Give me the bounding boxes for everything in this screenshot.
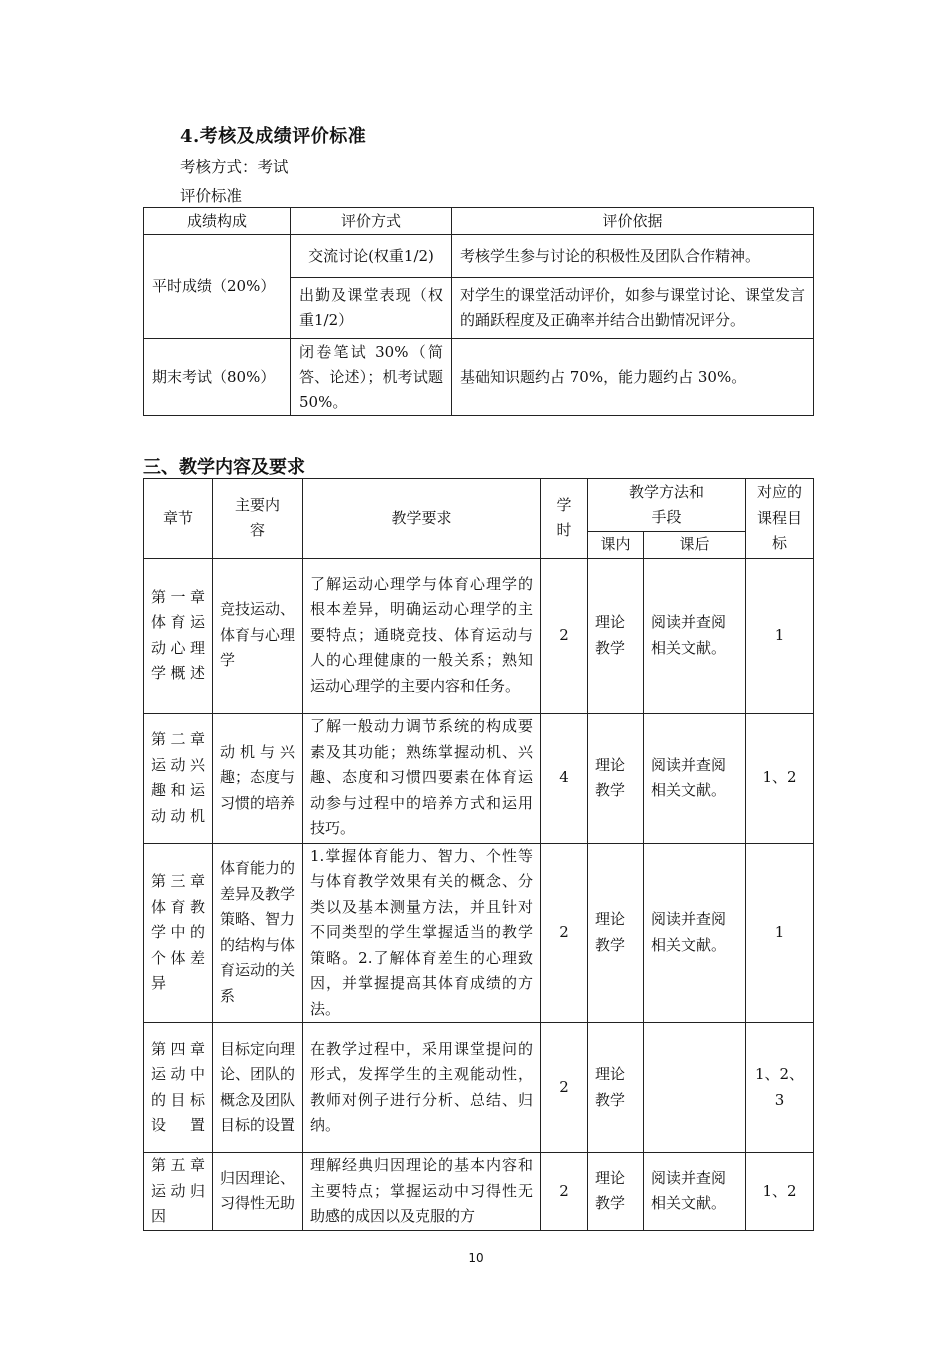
chapter-cell: 第二章运动兴趣和运动动机 bbox=[144, 713, 213, 843]
in-class-cell: 理论教学 bbox=[588, 558, 644, 713]
criteria-label: 评价标准 bbox=[180, 187, 243, 205]
basis-final: 基础知识题约占 70%，能力题约占 30%。 bbox=[452, 339, 814, 416]
after-class-cell: 阅读并查阅相关文献。 bbox=[644, 558, 746, 713]
goal-cell: 1 bbox=[746, 558, 814, 713]
main-content-cell: 目标定向理论、团队的概念及团队目标的设置 bbox=[213, 1023, 303, 1153]
hours-cell: 4 bbox=[541, 713, 588, 843]
header-component: 成绩构成 bbox=[144, 208, 291, 235]
header-hours: 学时 bbox=[541, 479, 588, 559]
in-class-cell: 理论教学 bbox=[588, 843, 644, 1023]
main-content-cell: 体育能力的差异及教学策略、智力的结构与体育运动的关系 bbox=[213, 843, 303, 1023]
evaluation-table bbox=[143, 207, 814, 416]
hours-cell: 2 bbox=[541, 843, 588, 1023]
table-row bbox=[144, 843, 814, 1023]
requirement-cell: 在教学过程中，采用课堂提问的形式，发挥学生的主观能动性，教师对例子进行分析、总结、归纳。 bbox=[303, 1023, 541, 1153]
table-row bbox=[144, 713, 814, 843]
method-final: 闭卷笔试 30%（简答、论述）；机考试题 50%。 bbox=[291, 339, 452, 416]
after-class-cell: 阅读并查阅相关文献。 bbox=[644, 713, 746, 843]
hours-cell: 2 bbox=[541, 558, 588, 713]
main-content-cell: 归因理论、习得性无助 bbox=[213, 1153, 303, 1231]
component-final: 期末考试（80%） bbox=[144, 339, 291, 416]
section-3-title: 三、教学内容及要求 bbox=[143, 457, 305, 478]
teaching-content-table bbox=[143, 478, 814, 1231]
page-number: 10 bbox=[468, 1251, 484, 1265]
requirement-cell: 1.掌握体育能力、智力、个性等与体育教学效果有关的概念、分类以及基本测量方法，并且针对不同类型的学生掌握适当的教学策略。2.了解体育差生的心理致因，并掌握提高其体育成绩的方法。 bbox=[303, 843, 541, 1023]
method-discussion: 交流讨论(权重1/2) bbox=[291, 235, 452, 278]
header-in-class: 课内 bbox=[588, 532, 644, 559]
after-class-cell: 阅读并查阅相关文献。 bbox=[644, 843, 746, 1023]
chapter-cell: 第一章体育运动心理学概述 bbox=[144, 558, 213, 713]
header-basis: 评价依据 bbox=[452, 208, 814, 235]
goal-cell: 1、2、3 bbox=[746, 1023, 814, 1153]
header-chapter: 章节 bbox=[144, 479, 213, 559]
hours-cell: 2 bbox=[541, 1153, 588, 1231]
table-row bbox=[144, 1023, 814, 1153]
hours-cell: 2 bbox=[541, 1023, 588, 1153]
table-row bbox=[144, 1153, 814, 1231]
basis-attendance: 对学生的课堂活动评价，如参与课堂讨论、课堂发言的踊跃程度及正确率并结合出勤情况评分。 bbox=[452, 278, 814, 339]
after-class-cell: 阅读并查阅相关文献。 bbox=[644, 1153, 746, 1231]
requirement-cell: 理解经典归因理论的基本内容和主要特点；掌握运动中习得性无助感的成因以及克服的方 bbox=[303, 1153, 541, 1231]
header-method: 评价方式 bbox=[291, 208, 452, 235]
assessment-method: 考核方式：考试 bbox=[180, 158, 289, 176]
method-attendance: 出勤及课堂表现（权重1/2） bbox=[291, 278, 452, 339]
chapter-cell: 第三章体育教学中的个体差异 bbox=[144, 843, 213, 1023]
section-4-title: 4.考核及成绩评价标准 bbox=[180, 126, 367, 147]
header-after-class: 课后 bbox=[644, 532, 746, 559]
goal-cell: 1、2 bbox=[746, 713, 814, 843]
requirement-cell: 了解一般动力调节系统的构成要素及其功能；熟练掌握动机、兴趣、态度和习惯四要素在体育运动参与过程中的培养方式和运用技巧。 bbox=[303, 713, 541, 843]
goal-cell: 1、2 bbox=[746, 1153, 814, 1231]
after-class-cell bbox=[644, 1023, 746, 1153]
main-content-cell: 动机与兴趣；态度与习惯的培养 bbox=[213, 713, 303, 843]
main-content-cell: 竞技运动、体育与心理学 bbox=[213, 558, 303, 713]
basis-discussion: 考核学生参与讨论的积极性及团队合作精神。 bbox=[452, 235, 814, 278]
in-class-cell: 理论教学 bbox=[588, 713, 644, 843]
in-class-cell: 理论教学 bbox=[588, 1023, 644, 1153]
header-requirement: 教学要求 bbox=[303, 479, 541, 559]
requirement-cell: 了解运动心理学与体育心理学的根本差异，明确运动心理学的主要特点；通晓竞技、体育运动与人的心理健康的一般关系；熟知运动心理学的主要内容和任务。 bbox=[303, 558, 541, 713]
chapter-cell: 第五章运动归因 bbox=[144, 1153, 213, 1231]
chapter-cell: 第四章运动中的目标设置 bbox=[144, 1023, 213, 1153]
component-regular: 平时成绩（20%） bbox=[144, 235, 291, 339]
header-goal: 对应的课程目标 bbox=[746, 479, 814, 559]
header-main: 主要内容 bbox=[213, 479, 303, 559]
goal-cell: 1 bbox=[746, 843, 814, 1023]
in-class-cell: 理论教学 bbox=[588, 1153, 644, 1231]
header-method: 教学方法和手段 bbox=[588, 479, 746, 532]
table-row bbox=[144, 558, 814, 713]
